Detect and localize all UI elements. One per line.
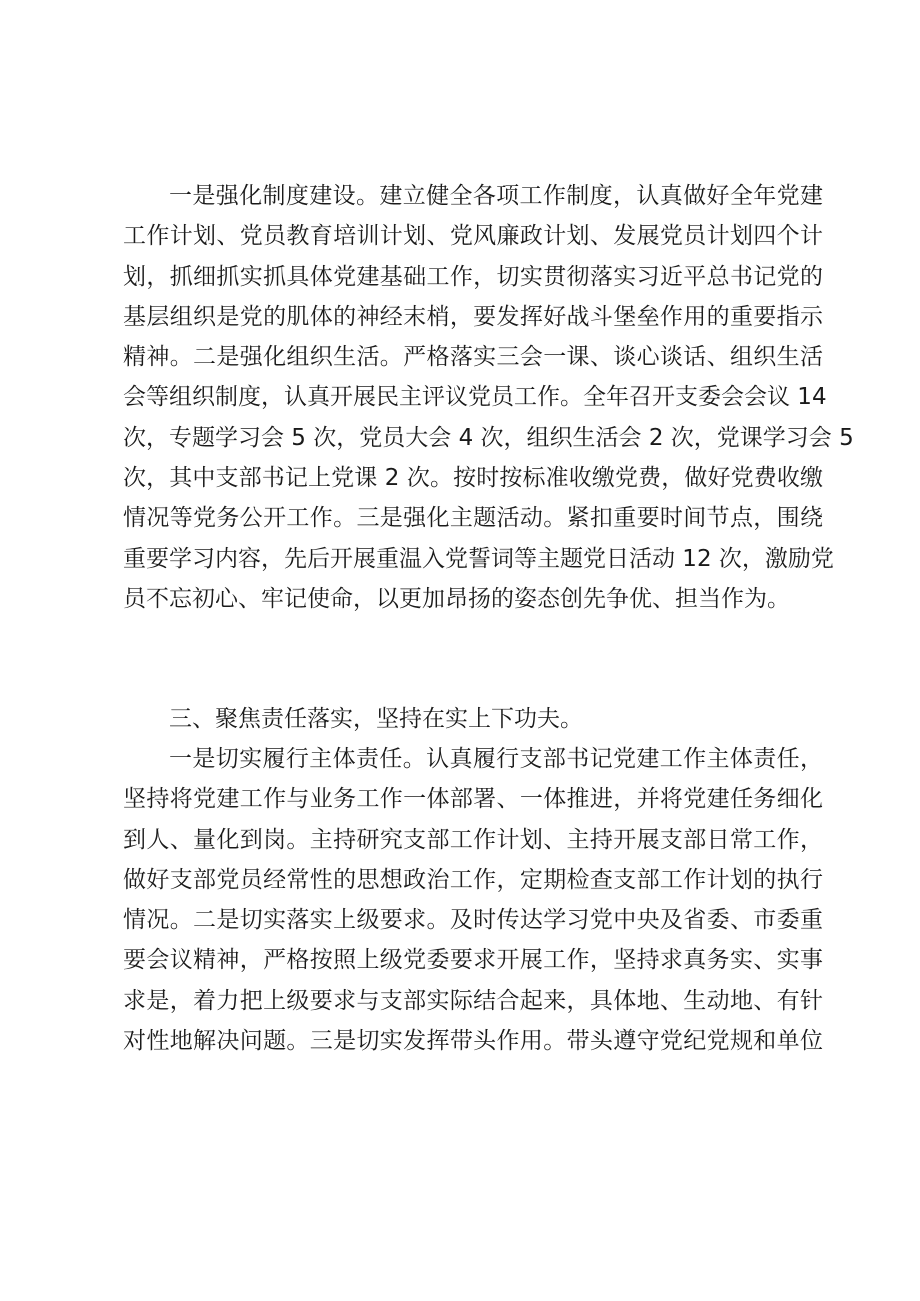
paragraph-section-3-detail bbox=[123, 739, 823, 1061]
text-line: 次，其中支部书记上党课 2 次。按时按标准收缴党费，做好党费收缴 bbox=[123, 465, 823, 492]
text-line: 到人、量化到岗。主持研究支部工作计划、主持开展支部日常工作， bbox=[123, 826, 823, 853]
text-line: 一是切实履行主体责任。认真履行支部书记党建工作主体责任， bbox=[169, 746, 823, 772]
text-line: 基层组织是党的肌体的神经末梢，要发挥好战斗堡垒作用的重要指示 bbox=[123, 303, 823, 330]
text-line: 员不忘初心、牢记使命，以更加昂扬的姿态创先争优、担当作为。 bbox=[123, 585, 790, 612]
text-line: 重要学习内容，先后开展重温入党誓词等主题党日活动 12 次，激励党 bbox=[123, 545, 834, 572]
text-line: 工作计划、党员教育培训计划、党风廉政计划、发展党员计划四个计 bbox=[123, 223, 823, 250]
text-line: 坚持将党建工作与业务工作一体部署、一体推进，并将党建任务细化 bbox=[123, 786, 823, 813]
text-line: 会等组织制度，认真开展民主评议党员工作。全年召开支委会会议 14 bbox=[123, 384, 827, 411]
text-line: 做好支部党员经常性的思想政治工作，定期检查支部工作计划的执行 bbox=[123, 866, 823, 893]
text-line: 对性地解决问题。三是切实发挥带头作用。带头遵守党纪党规和单位 bbox=[123, 1028, 823, 1055]
text-line: 情况。二是切实落实上级要求。及时传达学习党中央及省委、市委重 bbox=[123, 907, 823, 934]
text-line: 一是强化制度建设。建立健全各项工作制度，认真做好全年党建 bbox=[169, 183, 823, 209]
section-3-heading bbox=[123, 699, 823, 739]
text-line: 要会议精神，严格按照上级党委要求开展工作，坚持求真务实、实事 bbox=[123, 947, 823, 974]
text-line: 情况等党务公开工作。三是强化主题活动。紧扣重要时间节点，围绕 bbox=[123, 505, 823, 532]
paragraph-section-2-detail bbox=[123, 176, 854, 619]
text-line: 划，抓细抓实抓具体党建基础工作，切实贯彻落实习近平总书记党的 bbox=[123, 263, 823, 290]
text-line: 次，专题学习会 5 次，党员大会 4 次，组织生活会 2 次，党课学习会 5 bbox=[123, 424, 854, 451]
text-line: 求是，着力把上级要求与支部实际结合起来，具体地、生动地、有针 bbox=[123, 987, 823, 1014]
section-heading-text: 三、聚焦责任落实，坚持在实上下功夫。 bbox=[169, 706, 583, 732]
text-line: 精神。二是强化组织生活。严格落实三会一课、谈心谈话、组织生活 bbox=[123, 344, 823, 371]
